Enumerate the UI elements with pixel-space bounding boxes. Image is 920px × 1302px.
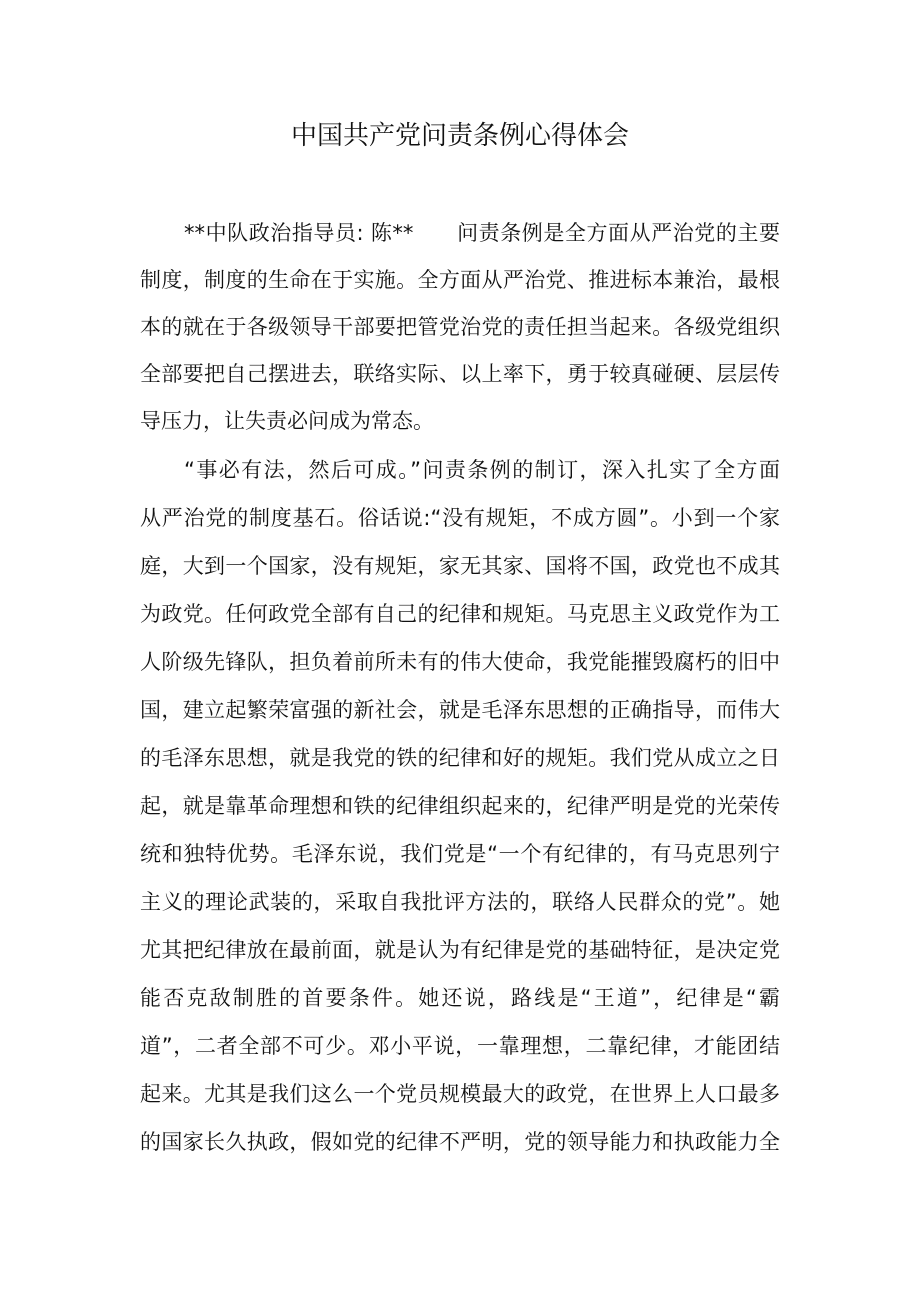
text-line: 起，就是靠革命理想和铁的纪律组织起来的，纪律严明是党的光荣传	[140, 794, 780, 818]
text-line: 从严治党的制度基石。俗话说:“没有规矩，不成方圆”。小到一个家	[140, 506, 780, 530]
paragraph-1	[140, 210, 780, 445]
text-line: 导压力，让失责必问成为常态。	[140, 409, 434, 433]
text-line: 庭，大到一个国家，没有规矩，家无其家、国将不国，政党也不成其	[140, 554, 780, 578]
text-line: 的国家长久执政，假如党的纪律不严明，党的领导能力和执政能力全	[140, 1130, 780, 1154]
document-title: 中国共产党问责条例心得体会	[290, 121, 629, 151]
text-line: “事必有法，然后可成。”问责条例的制订，深入扎实了全方面	[184, 458, 780, 482]
text-line: 制度，制度的生命在于实施。全方面从严治党、推进标本兼治，最根	[140, 268, 780, 292]
text-line: 起来。尤其是我们这么一个党员规模最大的政党，在世界上人口最多	[140, 1082, 780, 1106]
text-line: 道”，二者全部不可少。邓小平说，一靠理想，二靠纪律，才能团结	[140, 1034, 780, 1058]
paragraph-2	[140, 446, 780, 1166]
text-line: 本的就在于各级领导干部要把管党治党的责任担当起来。各级党组织	[140, 315, 780, 339]
text-line: 人阶级先锋队，担负着前所未有的伟大使命，我党能摧毁腐朽的旧中	[140, 650, 780, 674]
text-line: 的毛泽东思想，就是我党的铁的纪律和好的规矩。我们党从成立之日	[140, 746, 780, 770]
text-line: 统和独特优势。毛泽东说，我们党是“一个有纪律的，有马克思列宁	[140, 842, 780, 866]
text-line: 能否克敌制胜的首要条件。她还说，路线是“王道”，纪律是“霸	[140, 986, 780, 1010]
text-line: **中队政治指导员: 陈** 问责条例是全方面从严治党的主要	[184, 221, 780, 245]
text-line: 尤其把纪律放在最前面，就是认为有纪律是党的基础特征，是决定党	[140, 938, 780, 962]
text-line: 主义的理论武装的，采取自我批评方法的，联络人民群众的党”。她	[140, 890, 780, 914]
text-line: 为政党。任何政党全部有自己的纪律和规矩。马克思主义政党作为工	[140, 602, 780, 626]
text-line: 全部要把自己摆进去，联络实际、以上率下，勇于较真碰硬、层层传	[140, 362, 780, 386]
text-line: 国，建立起繁荣富强的新社会，就是毛泽东思想的正确指导，而伟大	[140, 698, 780, 722]
